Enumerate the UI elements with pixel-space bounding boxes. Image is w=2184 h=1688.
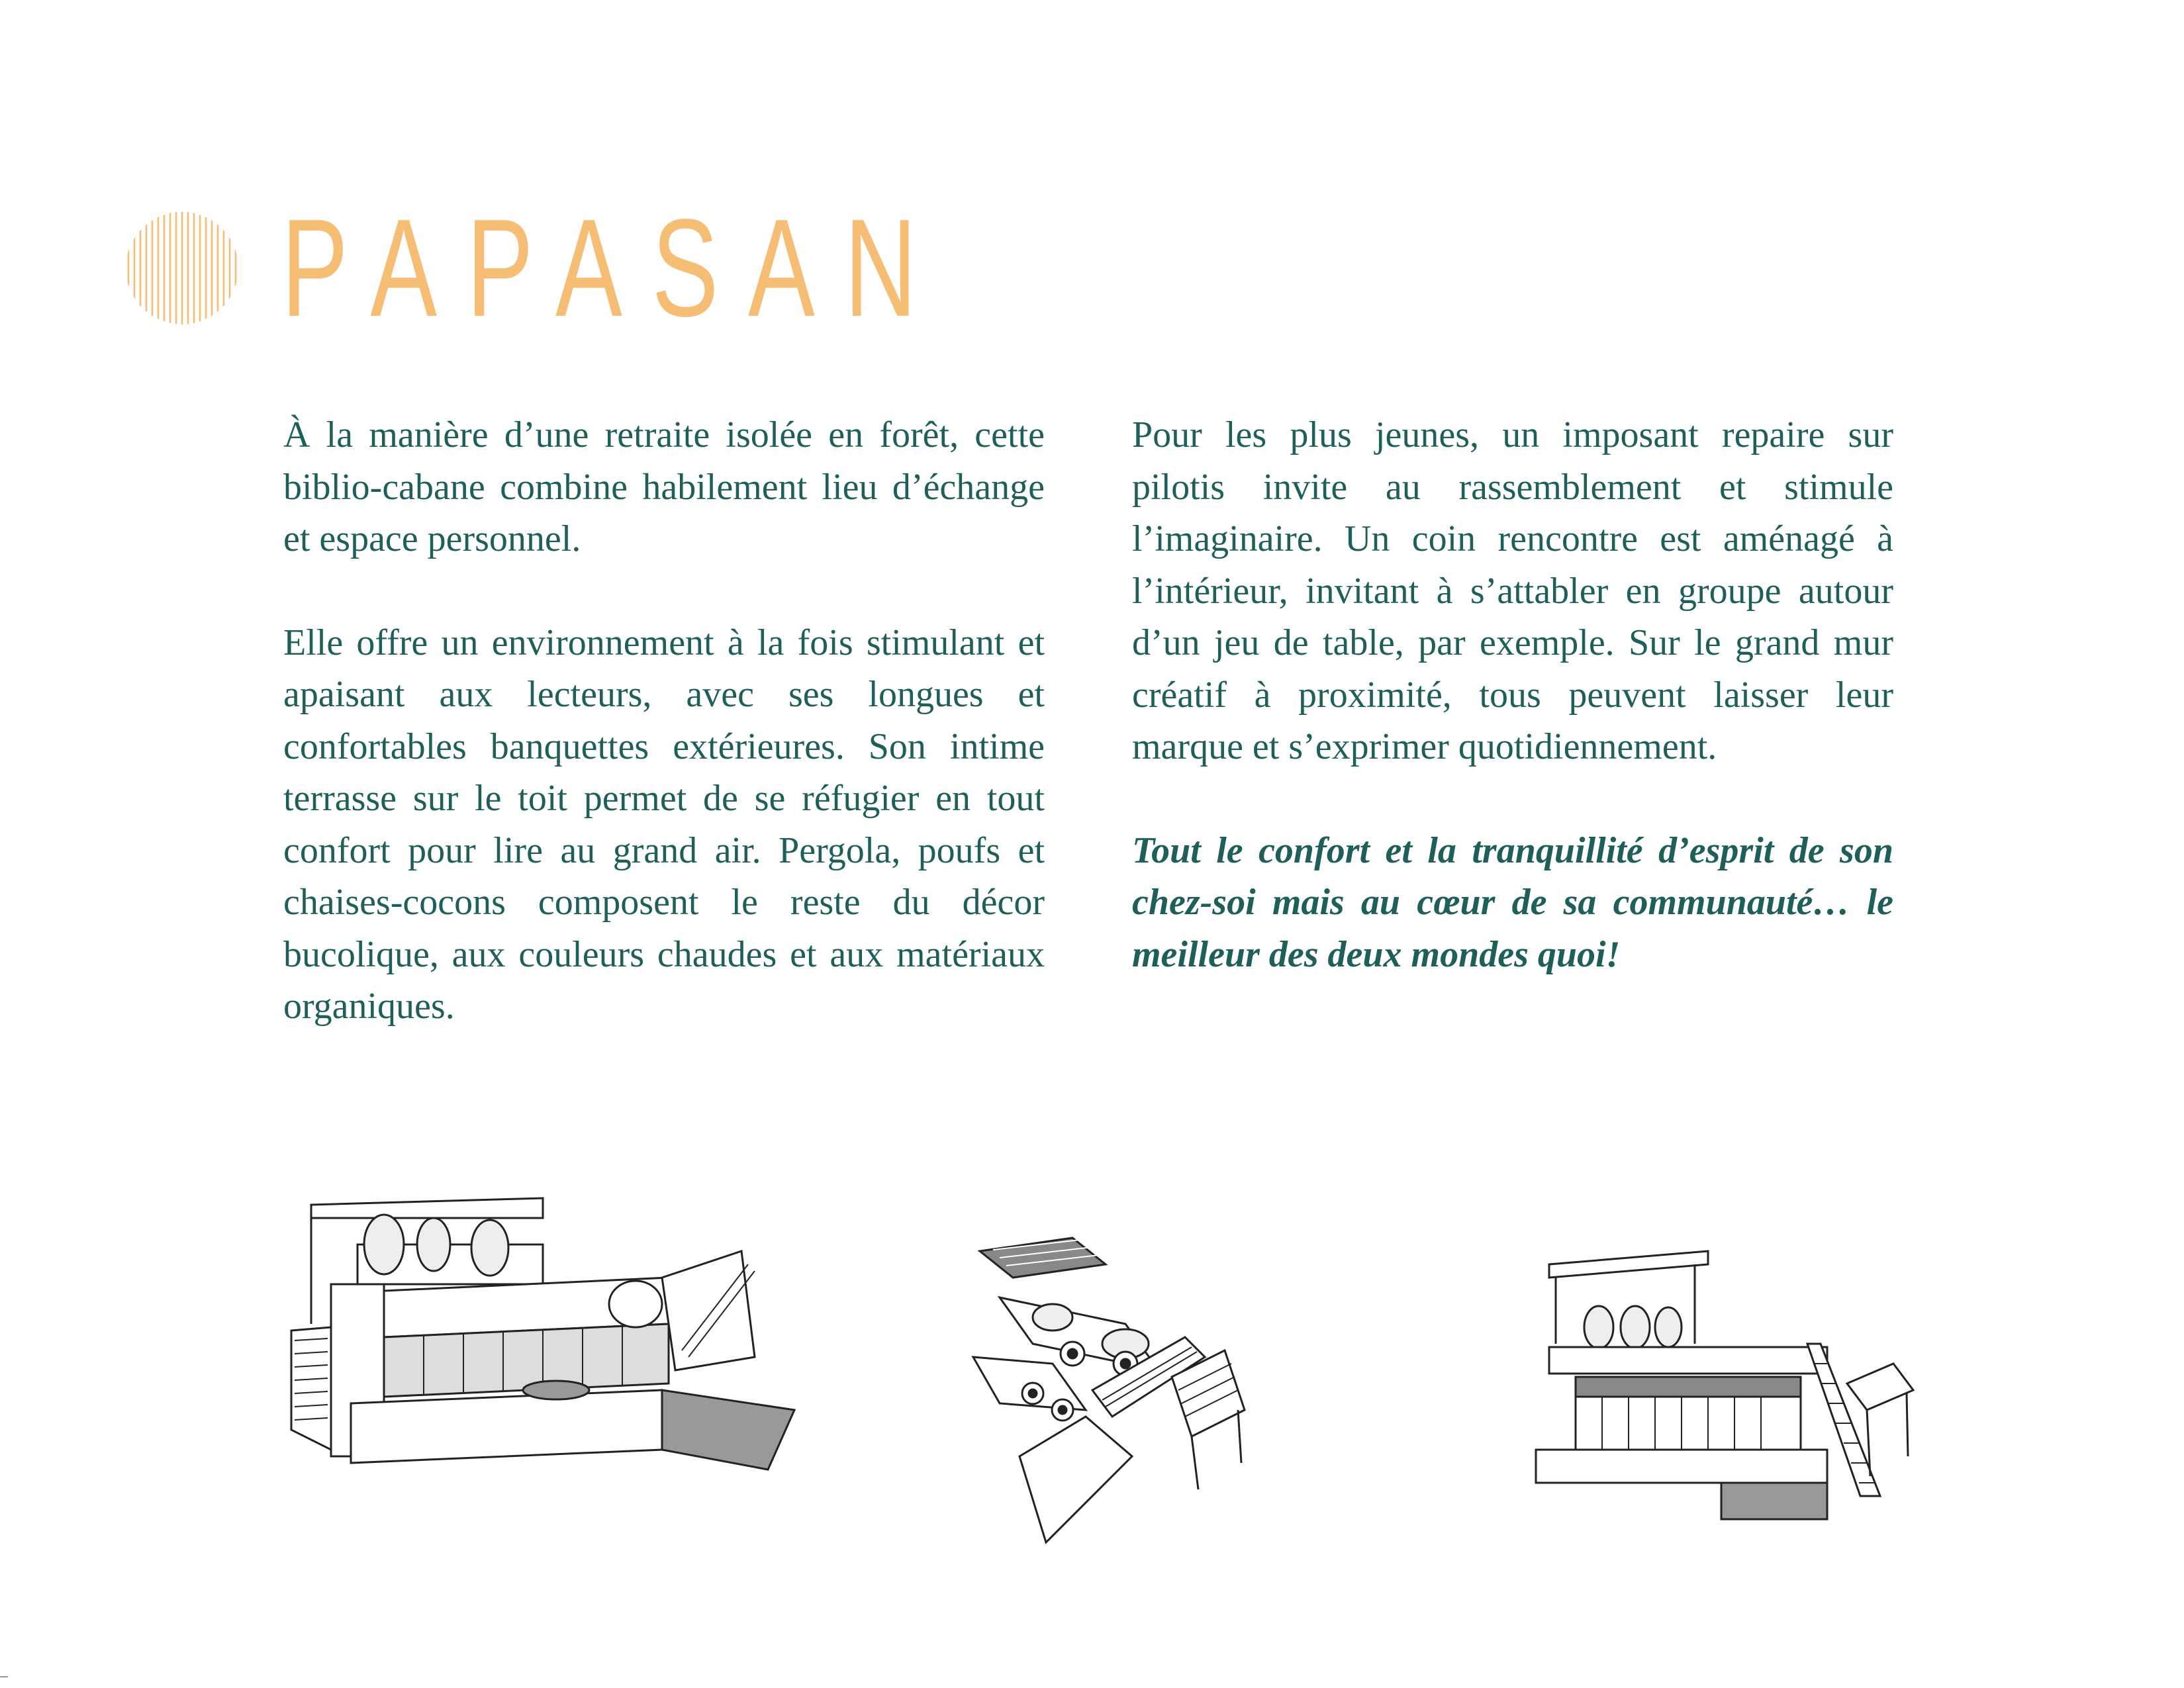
cabin-front-elevation-illustration xyxy=(1536,1251,1920,1529)
intro-paragraph: À la manière d’une retraite isolée en forêt, cette biblio-cabane combine habilement lieu d’échange et espace personnel. xyxy=(283,414,1045,559)
closing-quote: Tout le confort et la tranquillité d’esprit de son chez-soi mais au cœur de sa communauté… le meilleur des deux mondes quoi! xyxy=(1132,829,1893,975)
cabin-front-perspective-illustration xyxy=(291,1192,821,1496)
crop-mark xyxy=(0,1676,8,1677)
right-text-column xyxy=(1132,409,1893,1032)
striped-circle-icon xyxy=(126,209,238,328)
youth-paragraph: Pour les plus jeunes, un imposant repaire sur pilotis invite au rassemblement et stimule l’imaginaire. Un coin rencontre est aménagé à l’intérieur, invitant à s’attabler en groupe autour d’un jeu de table, par exemple. Sur le grand mur créatif à proximité, tous peuvent laisser leur marque et s’exprimer quotidiennement. xyxy=(1132,414,1893,767)
description-paragraph: Elle offre un environnement à la fois stimulant et apaisant aux lecteurs, avec ses longues et confortables banquettes extérieures. Son intime terrasse sur le toit permet de se réfugier en tout confort pour lire au grand air. Pergola, poufs et chaises-cocons composent le reste du décor bucolique, aux couleurs chaudes et aux matériaux organiques. xyxy=(283,622,1045,1027)
left-text-column xyxy=(283,409,1045,1084)
page-title: PAPASAN xyxy=(281,190,947,346)
cabin-aerial-view-illustration xyxy=(973,1238,1258,1542)
